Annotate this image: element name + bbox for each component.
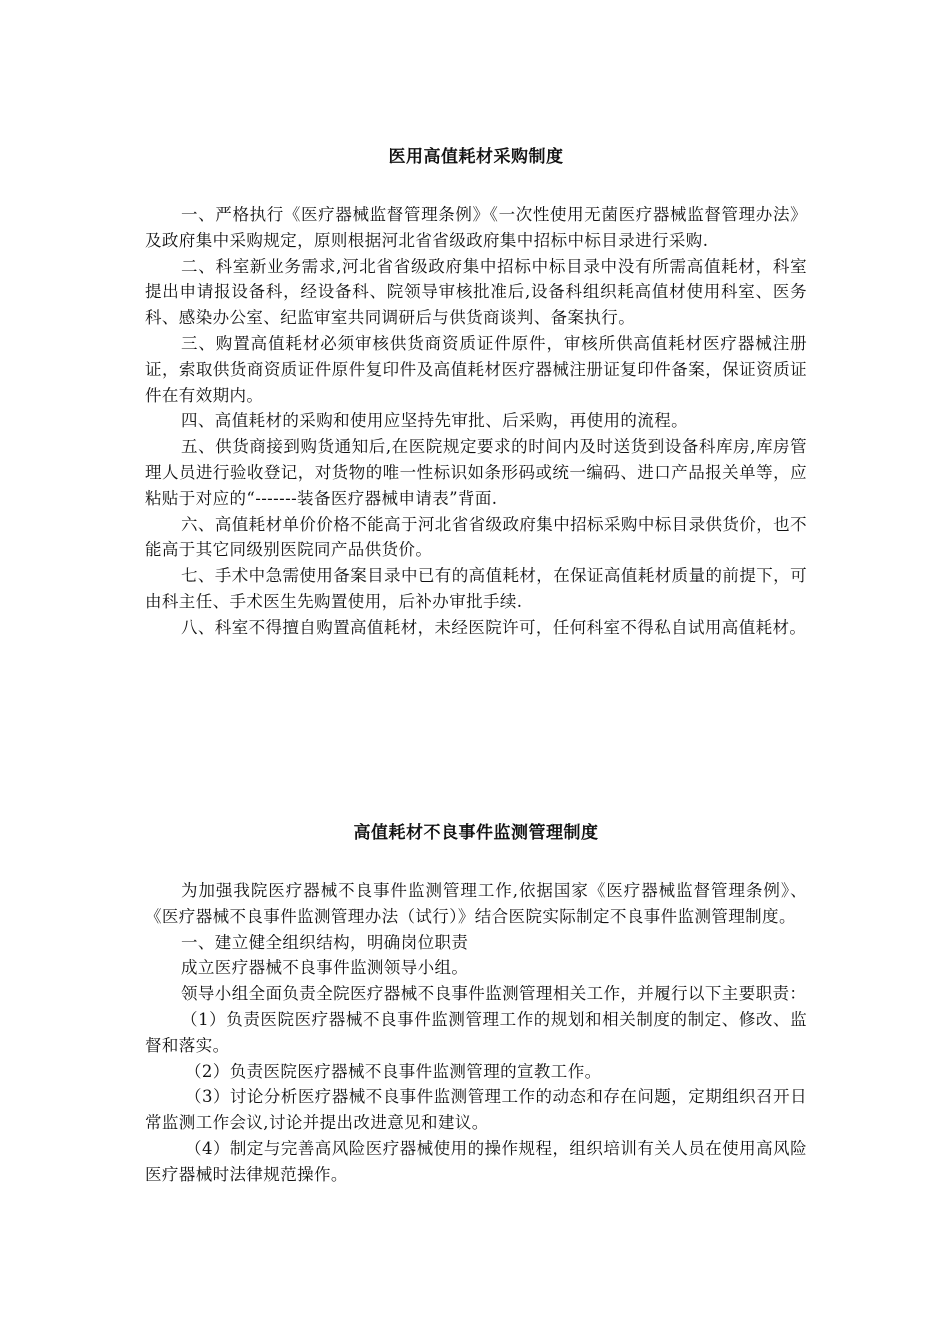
- paragraph: 二、科室新业务需求,河北省省级政府集中招标中标目录中没有所需高值耗材，科室提出申请报设备科，经设备科、院领导审核批准后,设备科组织耗高值材使用科室、医务科、感染办公室、纪监审室共同调研后与供货商谈判、备案执行。: [145, 256, 807, 328]
- paragraph: 七、手术中急需使用备案目录中已有的高值耗材，在保证高值耗材质量的前提下，可由科主任、手术医生先购置使用，后补办审批手续.: [145, 566, 807, 611]
- procurement-policy-section: [145, 144, 807, 641]
- paragraph: （3）讨论分析医疗器械不良事件监测管理工作的动态和存在问题，定期组织召开日常监测工作会议,讨论并提出改进意见和建议。: [145, 1087, 807, 1133]
- paragraph: （4）制定与完善高风险医疗器械使用的操作规程，组织培训有关人员在使用高风险医疗器械时法律规范操作。: [145, 1138, 807, 1184]
- paragraph: 一、建立健全组织结构，明确岗位职责: [181, 932, 469, 952]
- paragraph: （2）负责医院医疗器械不良事件监测管理的宣教工作。: [185, 1061, 602, 1081]
- paragraph: 为加强我院医疗器械不良事件监测管理工作,依据国家《医疗器械监督管理条例》、《医疗器械不良事件监测管理办法（试行）》结合医院实际制定不良事件监测管理制度。: [145, 881, 807, 926]
- paragraph: 五、供货商接到购货通知后,在医院规定要求的时间内及时送货到设备科库房,库房管理人员进行验收登记，对货物的唯一性标识如条形码或统一编码、进口产品报关单等，应粘贴于对应的“-------装备医疗器械申请表”背面.: [145, 437, 807, 508]
- paragraph: 六、高值耗材单价价格不能高于河北省省级政府集中招标采购中标目录供货价，也不能高于其它同级别医院同产品供货价。: [145, 514, 807, 560]
- paragraph: 八、科室不得擅自购置高值耗材，未经医院许可，任何科室不得私自试用高值耗材。: [181, 617, 807, 637]
- paragraph: （1）负责医院医疗器械不良事件监测管理工作的规划和相关制度的制定、修改、监督和落实。: [145, 1009, 807, 1055]
- paragraph: 成立医疗器械不良事件监测领导小组。: [181, 958, 469, 978]
- paragraph: 一、严格执行《医疗器械监督管理条例》《一次性使用无菌医疗器械监督管理办法》及政府集中采购规定，原则根据河北省省级政府集中招标中标目录进行采购.: [145, 205, 807, 250]
- paragraph: 领导小组全面负责全院医疗器械不良事件监测管理相关工作，并履行以下主要职责：: [181, 984, 807, 1004]
- procurement-policy-title: 医用高值耗材采购制度: [388, 147, 564, 167]
- adverse-event-policy-title: 高值耗材不良事件监测管理制度: [353, 823, 599, 843]
- adverse-event-policy-section: [145, 820, 807, 1188]
- paragraph: 四、高值耗材的采购和使用应坚持先审批、后采购，再使用的流程。: [181, 411, 688, 431]
- paragraph: 三、购置高值耗材必须审核供货商资质证件原件，审核所供高值耗材医疗器械注册证，索取供货商资质证件原件复印件及高值耗材医疗器械注册证复印件备案，保证资质证件在有效期内。: [145, 333, 807, 405]
